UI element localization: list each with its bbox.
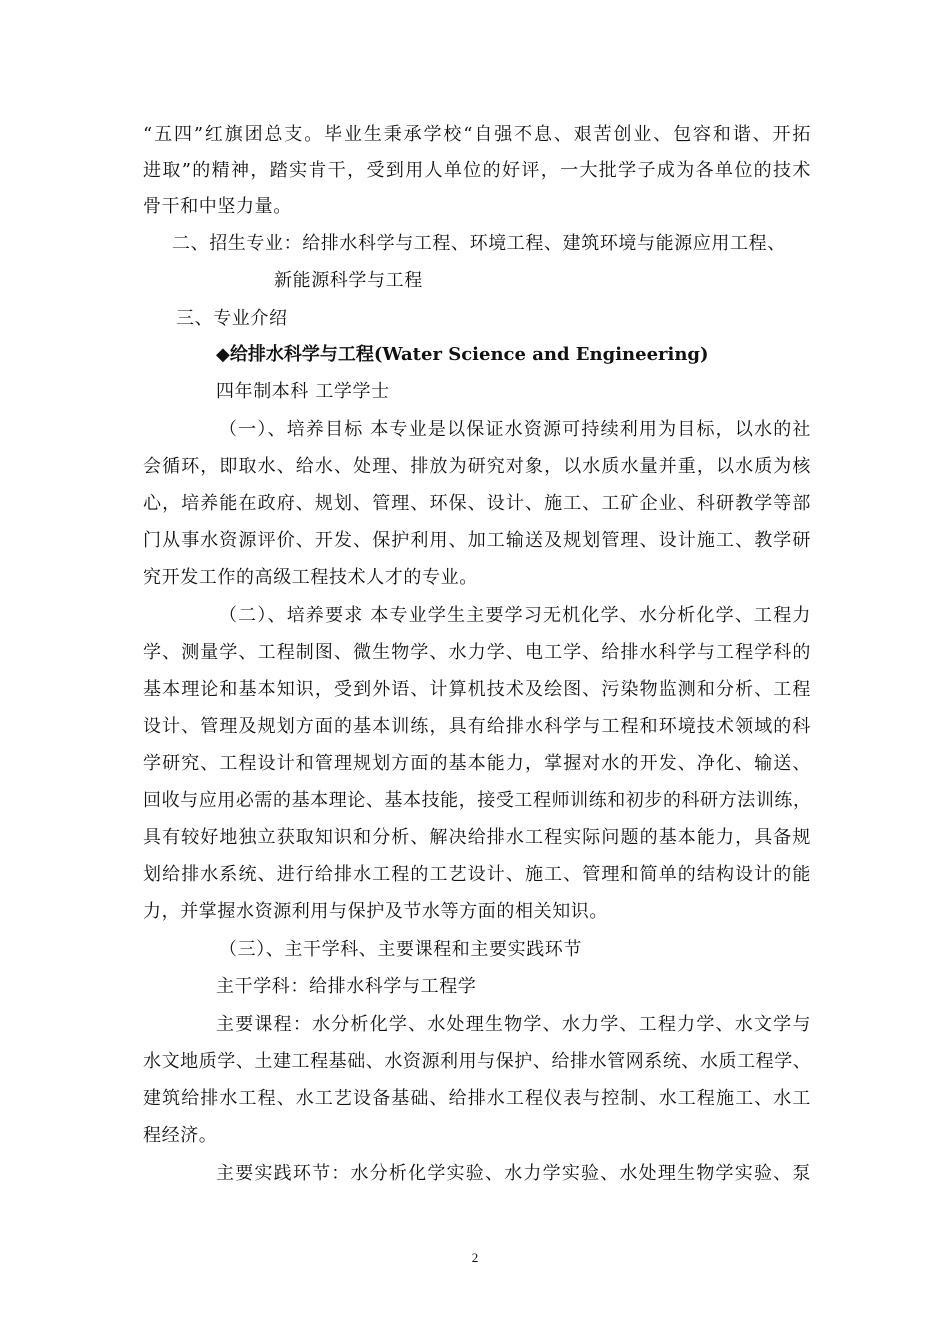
paragraph-line: 回收与应用必需的基本理论、基本技能，接受工程师训练和初步的科研方法训练，	[143, 790, 811, 811]
paragraph-line: 主要实践环节：水分析化学实验、水力学实验、水处理生物学实验、泵	[216, 1163, 811, 1184]
section-heading-enrollment: 二、招生专业：给排水科学与工程、环境工程、建筑环境与能源应用工程、	[172, 233, 786, 254]
paragraph-line: 会循环，即取水、给水、处理、排放为研究对象，以水质水量并重，以水质为核	[143, 456, 811, 477]
core-discipline: 主干学科：给排水科学与工程学	[216, 976, 477, 997]
major-title: ◆给排水科学与工程(Water Science and Engineering)	[216, 344, 709, 365]
paragraph-line: 具有较好地独立获取知识和分析、解决给排水工程实际问题的基本能力，具备规	[143, 827, 811, 848]
paragraph-line: （二）、培养要求 本专业学生主要学习无机化学、水分析化学、工程力	[219, 605, 811, 626]
paragraph-line: 主要课程：水分析化学、水处理生物学、水力学、工程力学、水文学与	[216, 1014, 811, 1035]
paragraph-line: 骨干和中坚力量。	[143, 196, 292, 217]
paragraph-line: 基本理论和基本知识，受到外语、计算机技术及绘图、污染物监测和分析、工程	[143, 679, 811, 700]
paragraph-line: 学研究、工程设计和管理规划方面的基本能力，掌握对水的开发、净化、输送、	[143, 753, 811, 774]
paragraph-line: 究开发工作的高级工程技术人才的专业。	[143, 567, 478, 588]
paragraph-line: 程经济。	[143, 1125, 218, 1146]
subsection-heading: （三）、主干学科、主要课程和主要实践环节	[219, 939, 582, 960]
page-number: 2	[471, 1250, 479, 1265]
section-heading-enrollment-continued: 新能源科学与工程	[274, 270, 423, 291]
paragraph-line: 进取”的精神，踏实肯干，受到用人单位的好评，一大批学子成为各单位的技术	[143, 160, 811, 181]
paragraph-line: 门从事水资源评价、开发、保护利用、加工输送及规划管理、设计施工、教学研	[143, 530, 811, 551]
degree-info: 四年制本科 工学学士	[216, 381, 390, 402]
paragraph-line: 学、测量学、工程制图、微生物学、水力学、电工学、给排水科学与工程学科的	[143, 642, 811, 663]
paragraph-line: 水文地质学、土建工程基础、水资源利用与保护、给排水管网系统、水质工程学、	[143, 1051, 811, 1072]
paragraph-line: 建筑给排水工程、水工艺设备基础、给排水工程仪表与控制、水工程施工、水工	[143, 1088, 811, 1109]
paragraph-line: 力，并掌握水资源利用与保护及节水等方面的相关知识。	[143, 901, 608, 922]
section-heading-major-intro: 三、专业介绍	[176, 308, 288, 329]
paragraph-line: （一）、培养目标 本专业是以保证水资源可持续利用为目标，以水的社	[219, 419, 811, 440]
paragraph-line: 设计、管理及规划方面的基本训练，具有给排水科学与工程和环境技术领域的科	[143, 716, 811, 737]
paragraph-line: “五四”红旗团总支。毕业生秉承学校“自强不息、艰苦创业、包容和谐、开拓	[143, 124, 811, 145]
paragraph-line: 心，培养能在政府、规划、管理、环保、设计、施工、工矿企业、科研教学等部	[143, 493, 811, 514]
paragraph-line: 划给排水系统、进行给排水工程的工艺设计、施工、管理和简单的结构设计的能	[143, 864, 811, 885]
